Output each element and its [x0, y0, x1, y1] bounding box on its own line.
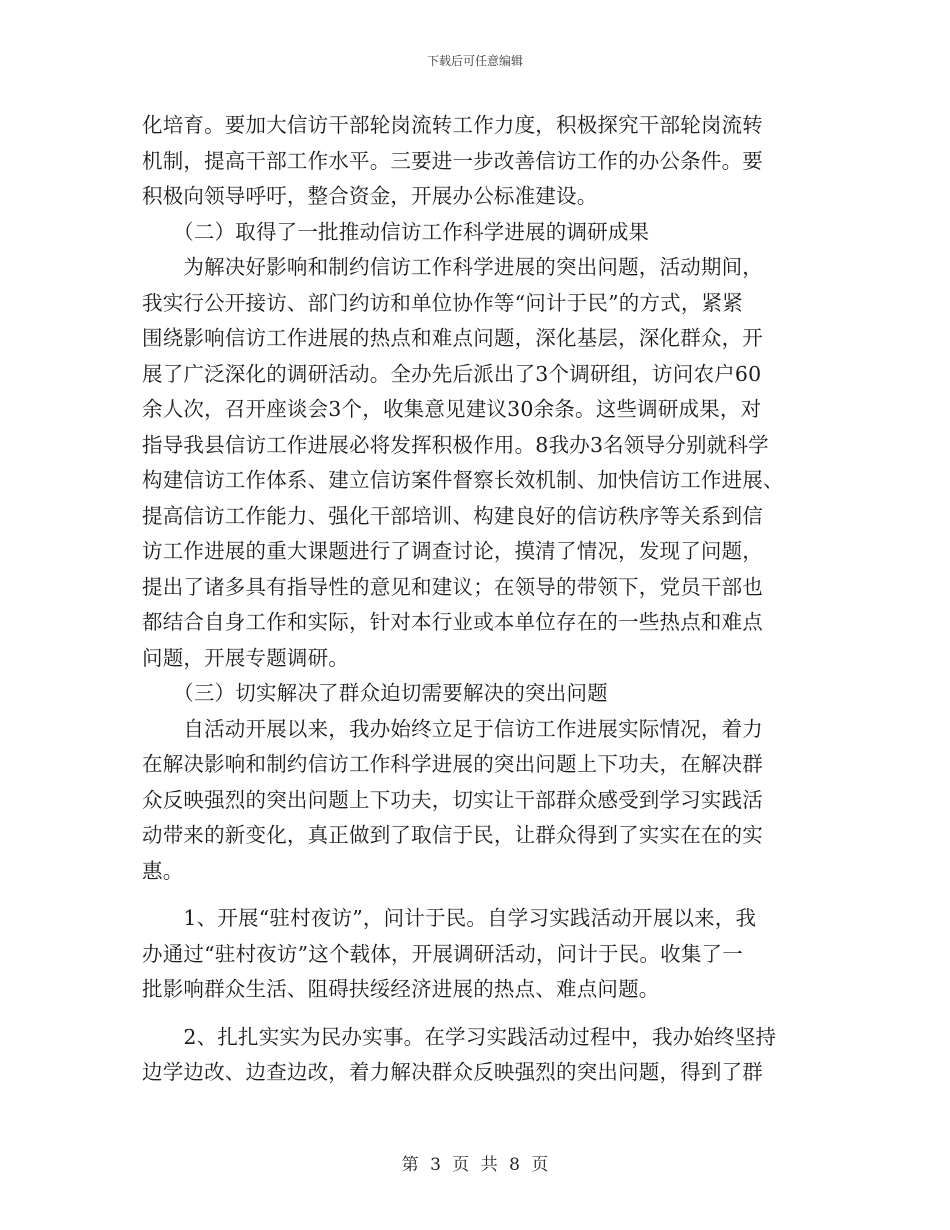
text-line: 机制，提高干部工作水平。三要进一步改善信访工作的办公条件。要	[142, 148, 763, 173]
paragraph-gap	[142, 1008, 810, 1020]
document-body	[142, 108, 810, 1091]
text-line: 我实行公开接访、部门约访和单位协作等“问计于民”的方式，紧紧	[142, 290, 743, 315]
text-line: 积极向领导呼吁，整合资金，开展办公标准建设。	[142, 184, 598, 208]
page-header-note: 下载后可任意编辑	[426, 54, 523, 68]
text-line: 展了广泛深化的调研活动。全办先后派出了3个调研组，访问农户60	[142, 361, 762, 386]
text-line: 访工作进展的重大课题进行了调查讨论，摸清了情况，发现了问题，	[142, 539, 763, 563]
text-line: 批影响群众生活、阻碍扶绥经济进展的热点、难点问题。	[142, 977, 660, 1001]
text-line: 办通过“驻村夜访”这个载体，开展调研活动，问计于民。收集了一	[142, 941, 743, 966]
paragraph-gap	[142, 889, 810, 901]
text-line: 在解决影响和制约信访工作科学进展的突出问题上下功夫，在解决群	[142, 752, 763, 776]
body-block	[142, 108, 810, 889]
text-line: 化培育。要加大信访干部轮岗流转工作力度，积极探究干部轮岗流转	[142, 113, 763, 137]
text-line: 构建信访工作体系、建立信访案件督察长效机制、加快信访工作进展、	[142, 468, 784, 492]
text-line: 余人次，召开座谈会3个，收集意见建议30余条。这些调研成果，对	[142, 397, 762, 421]
text-line: 边学边改、边查边改，着力解决群众反映强烈的突出问题，得到了群	[142, 1060, 763, 1084]
text-line: 为解决好影响和制约信访工作科学进展的突出问题，活动期间，	[142, 255, 763, 279]
text-line: 惠。	[142, 858, 184, 883]
text-line: 问题，开展专题调研。	[142, 645, 349, 670]
text-line: 2、扎扎实实为民办实事。在学习实践活动过程中，我办始终坚持	[142, 1024, 777, 1049]
text-line: 围绕影响信访工作进展的热点和难点问题，深化基层，深化群众，开	[142, 326, 763, 350]
item-paragraph-1	[142, 901, 810, 1008]
section-heading: （二）取得了一批推动信访工作科学进展的调研成果	[142, 219, 650, 244]
page-number-footer: 第 3 页 共 8 页	[401, 1155, 549, 1175]
text-line: 众反映强烈的突出问题上下功夫，切实让干部群众感受到学习实践活	[142, 787, 763, 812]
text-line: 指导我县信访工作进展必将发挥积极作用。8我办3名领导分别就科学	[142, 432, 769, 457]
text-line: 1、开展“驻村夜访”，问计于民。自学习实践活动开展以来，我	[142, 906, 757, 930]
text-line: 提出了诸多具有指导性的意见和建议；在领导的带领下，党员干部也	[142, 574, 763, 599]
text-line: 都结合自身工作和实际，针对本行业或本单位存在的一些热点和难点	[142, 610, 763, 634]
text-line: 动带来的新变化，真正做到了取信于民，让群众得到了实实在在的实	[142, 823, 763, 847]
item-paragraph-2	[142, 1020, 810, 1091]
text-line: 提高信访工作能力、强化干部培训、构建良好的信访秩序等关系到信	[142, 503, 763, 528]
text-line: 自活动开展以来，我办始终立足于信访工作进展实际情况，着力	[142, 716, 763, 741]
section-heading: （三）切实解决了群众迫切需要解决的突出问题	[142, 681, 608, 705]
